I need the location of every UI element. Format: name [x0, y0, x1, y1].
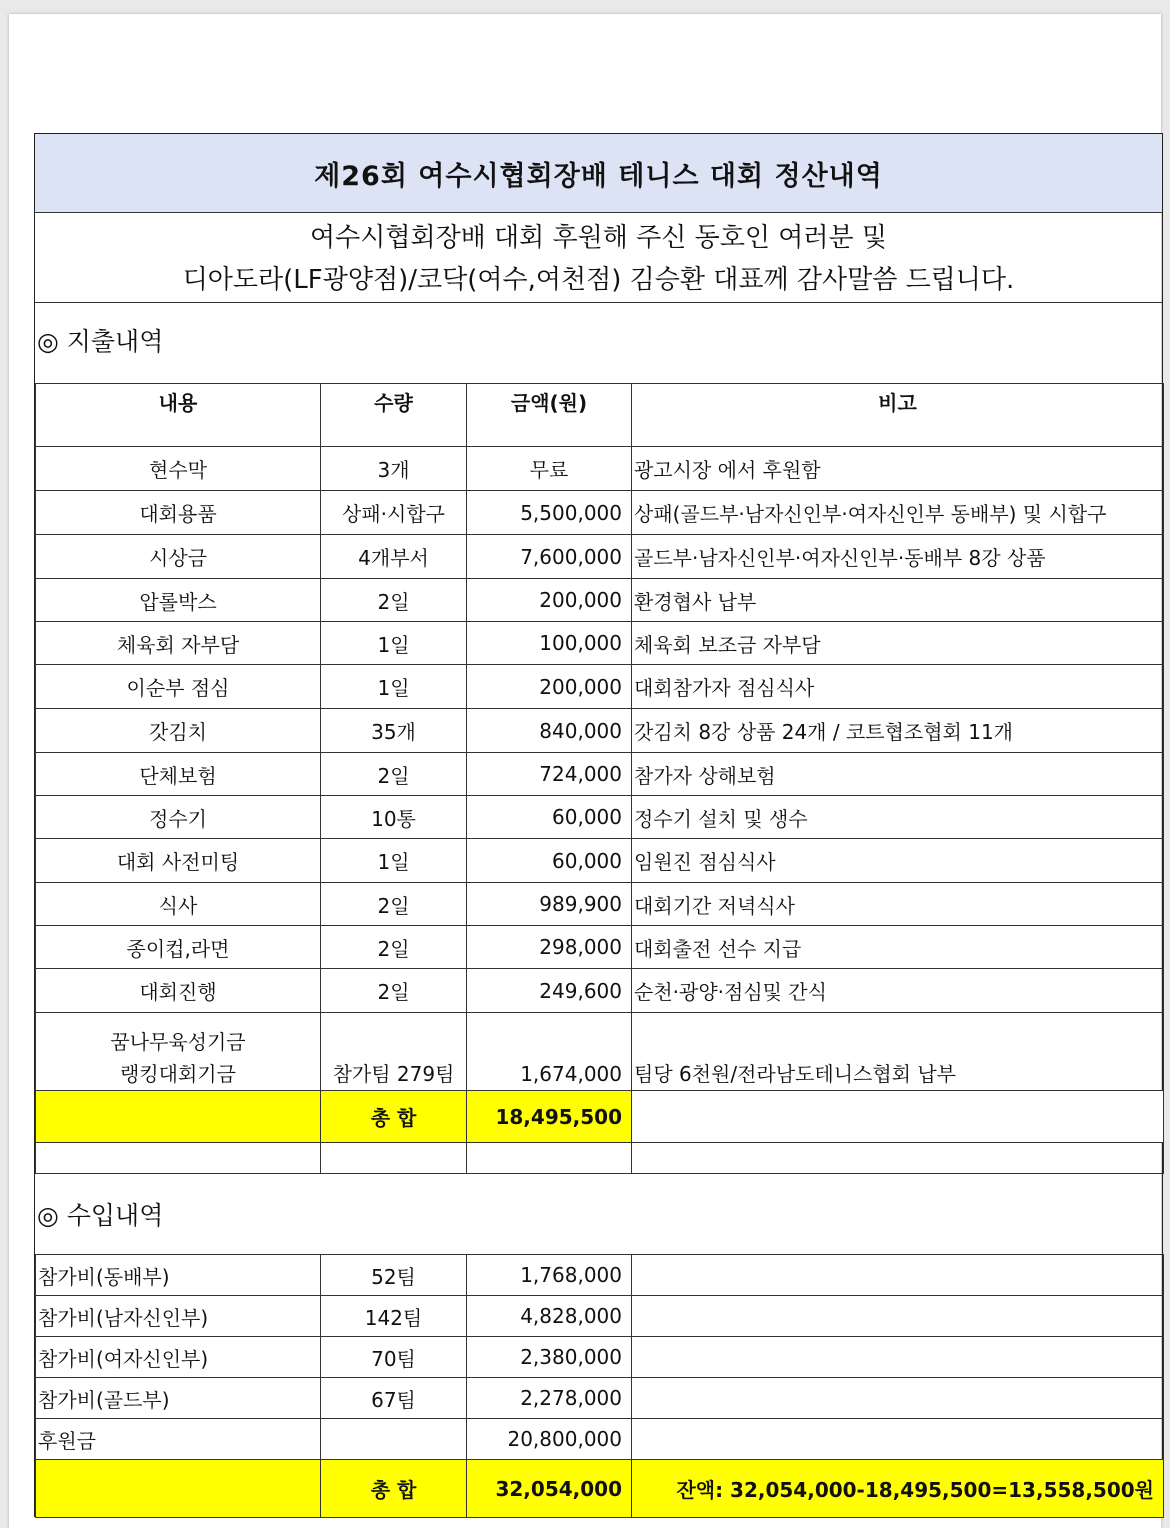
thanks-message [35, 213, 1162, 303]
expense-amount: 5,500,000 [467, 491, 632, 535]
expense-total-label: 총 합 [321, 1091, 467, 1143]
table-row [36, 1419, 1164, 1460]
expense-note: 임원진 점심식사 [632, 839, 1164, 883]
income-item: 참가비(여자신인부) [36, 1337, 321, 1378]
income-total-label: 총 합 [321, 1460, 467, 1518]
blank-cell [467, 1143, 632, 1174]
income-table [35, 1254, 1164, 1518]
table-row [36, 622, 1164, 665]
expense-amount: 60,000 [467, 839, 632, 883]
expense-note: 환경협사 납부 [632, 579, 1164, 622]
income-amount: 20,800,000 [467, 1419, 632, 1460]
expense-note: 대회출전 선수 지급 [632, 926, 1164, 969]
expense-qty: 1일 [321, 665, 467, 709]
expense-item: 현수막 [36, 447, 321, 491]
expense-qty: 1일 [321, 622, 467, 665]
table-row [36, 839, 1164, 883]
income-amount: 2,380,000 [467, 1337, 632, 1378]
expense-item: 종이컵,라면 [36, 926, 321, 969]
expense-section-title: ◎ 지출내역 [37, 327, 164, 356]
expense-item-line-1: 꿈나무육성기금 [110, 1030, 246, 1054]
income-amount: 2,278,000 [467, 1378, 632, 1419]
table-row [36, 796, 1164, 839]
expense-note: 골드부·남자신인부·여자신인부·동배부 8강 상품 [632, 535, 1164, 579]
expense-amount: 무료 [467, 447, 632, 491]
expense-note: 팀당 6천원/전라남도테니스협회 납부 [632, 1013, 1164, 1091]
expense-qty: 35개 [321, 709, 467, 753]
expense-qty: 10통 [321, 796, 467, 839]
expense-item-line-2: 랭킹대회기금 [120, 1062, 236, 1086]
total-note-blank [632, 1091, 1164, 1143]
expense-amount: 840,000 [467, 709, 632, 753]
income-section-title: ◎ 수입내역 [37, 1201, 164, 1230]
expense-amount: 1,674,000 [467, 1013, 632, 1091]
document-page [9, 14, 1161, 1528]
expense-amount: 200,000 [467, 579, 632, 622]
income-item: 후원금 [36, 1419, 321, 1460]
income-note [632, 1255, 1164, 1296]
expense-amount: 724,000 [467, 753, 632, 796]
expense-amount: 298,000 [467, 926, 632, 969]
expense-qty: 참가팀 279팀 [321, 1013, 467, 1091]
thanks-line-2: 디아도라(LF광양점)/코닥(여수,여천점) 김승환 대표께 감사말씀 드립니다. [182, 265, 1015, 295]
expense-item: 시상금 [36, 535, 321, 579]
expense-qty: 2일 [321, 883, 467, 926]
expense-amount: 249,600 [467, 969, 632, 1013]
expense-note: 대회참가자 점심식사 [632, 665, 1164, 709]
balance-text: 잔액: 32,054,000-18,495,500=13,558,500원 [632, 1460, 1164, 1518]
table-row [36, 491, 1164, 535]
income-item: 참가비(동배부) [36, 1255, 321, 1296]
income-note [632, 1296, 1164, 1337]
expense-item: 체육회 자부담 [36, 622, 321, 665]
expense-note: 갓김치 8강 상품 24개 / 코트협조협회 11개 [632, 709, 1164, 753]
income-amount: 4,828,000 [467, 1296, 632, 1337]
expense-qty: 2일 [321, 926, 467, 969]
expense-note: 대회기간 저녁식사 [632, 883, 1164, 926]
table-row [36, 665, 1164, 709]
expense-qty: 4개부서 [321, 535, 467, 579]
header-note: 비고 [632, 384, 1164, 447]
income-item: 참가비(골드부) [36, 1378, 321, 1419]
expense-note: 체육회 보조금 자부담 [632, 622, 1164, 665]
income-qty: 52팀 [321, 1255, 467, 1296]
header-qty: 수량 [321, 384, 467, 447]
income-qty: 70팀 [321, 1337, 467, 1378]
expense-header-row [36, 384, 1164, 447]
expense-amount: 200,000 [467, 665, 632, 709]
expense-item: 이순부 점심 [36, 665, 321, 709]
income-qty: 67팀 [321, 1378, 467, 1419]
table-row [36, 883, 1164, 926]
expense-amount: 7,600,000 [467, 535, 632, 579]
income-note [632, 1337, 1164, 1378]
income-item: 참가비(남자신인부) [36, 1296, 321, 1337]
settlement-sheet [34, 133, 1163, 1517]
table-row [36, 1013, 1164, 1091]
total-blank [36, 1460, 321, 1518]
table-row [36, 709, 1164, 753]
expense-qty: 상패·시합구 [321, 491, 467, 535]
expense-amount: 989,900 [467, 883, 632, 926]
blank-cell [321, 1143, 467, 1174]
expense-note: 상패(골드부·남자신인부·여자신인부 동배부) 및 시합구 [632, 491, 1164, 535]
expense-total-row [36, 1091, 1164, 1143]
income-qty: 142팀 [321, 1296, 467, 1337]
income-total-amount: 32,054,000 [467, 1460, 632, 1518]
expense-item: 갓김치 [36, 709, 321, 753]
income-amount: 1,768,000 [467, 1255, 632, 1296]
table-row [36, 1378, 1164, 1419]
table-row [36, 1337, 1164, 1378]
table-row [36, 535, 1164, 579]
table-row [36, 1255, 1164, 1296]
expense-item: 대회진행 [36, 969, 321, 1013]
expense-note: 참가자 상해보험 [632, 753, 1164, 796]
table-row [36, 1296, 1164, 1337]
blank-row [36, 1143, 1164, 1174]
expense-note: 정수기 설치 및 생수 [632, 796, 1164, 839]
expense-item [36, 1013, 321, 1091]
header-amount: 금액(원) [467, 384, 632, 447]
income-note [632, 1378, 1164, 1419]
income-qty [321, 1419, 467, 1460]
expense-item: 압롤박스 [36, 579, 321, 622]
total-blank [36, 1091, 321, 1143]
blank-cell [632, 1143, 1164, 1174]
thanks-line-1: 여수시협회장배 대회 후원해 주신 동호인 여러분 및 [309, 223, 888, 253]
header-item: 내용 [36, 384, 321, 447]
expense-item: 단체보험 [36, 753, 321, 796]
expense-total-amount: 18,495,500 [467, 1091, 632, 1143]
expense-qty: 1일 [321, 839, 467, 883]
expense-item: 대회용품 [36, 491, 321, 535]
expense-amount: 100,000 [467, 622, 632, 665]
expense-qty: 2일 [321, 579, 467, 622]
expense-note: 광고시장 에서 후원함 [632, 447, 1164, 491]
page-title: 제26회 여수시협회장배 테니스 대회 정산내역 [35, 134, 1162, 213]
table-row [36, 969, 1164, 1013]
expense-qty: 3개 [321, 447, 467, 491]
table-row [36, 447, 1164, 491]
table-row [36, 579, 1164, 622]
expense-item: 대회 사전미팅 [36, 839, 321, 883]
expense-note: 순천·광양·점심및 간식 [632, 969, 1164, 1013]
income-total-row [36, 1460, 1164, 1518]
table-row [36, 753, 1164, 796]
table-row [36, 926, 1164, 969]
blank-cell [36, 1143, 321, 1174]
income-note [632, 1419, 1164, 1460]
expense-item: 식사 [36, 883, 321, 926]
expense-qty: 2일 [321, 969, 467, 1013]
expense-item: 정수기 [36, 796, 321, 839]
expense-qty: 2일 [321, 753, 467, 796]
expense-table [35, 383, 1164, 1174]
expense-amount: 60,000 [467, 796, 632, 839]
